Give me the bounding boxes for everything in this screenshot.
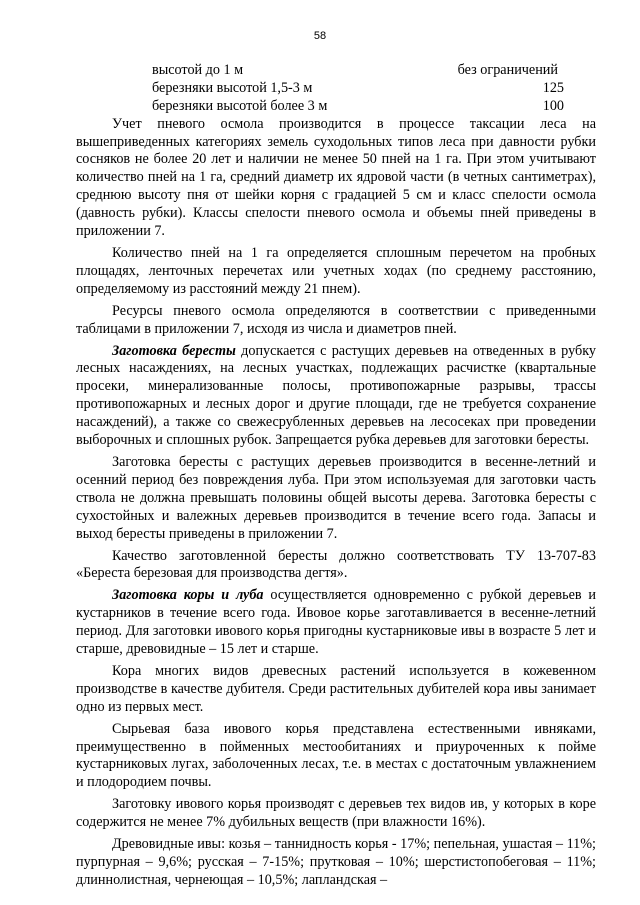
row-label: высотой до 1 м bbox=[152, 62, 244, 78]
row-label: березняки высотой более 3 м bbox=[152, 97, 328, 114]
paragraph: Заготовка коры и луба осуществляется одновременно с рубкой деревьев и кустарников в течение всего года. Ивовое корье заготавливается в весенне-летний период. Для заготовки ивового корья пригодны кустарниковые ивы в возрасте 5 лет и старше, древовидные – 15 лет и старше. bbox=[76, 587, 597, 658]
paragraph: Учет пневого осмола производится в процессе таксации леса на вышеприведенных категориях земель суходольных типов леса при давности рубки сосняков не более 20 лет и наличии не менее 50 пней на 1 га. При этом учитывают количество пней на 1 га, средний диаметр их ядровой части (в четных сантиметрах), среднюю высоту пня от шейки корня с градацией 5 см и класс спелости осмола (давность рубки). Классы спелости пневого осмола и объемы пней приведены в приложении 7. bbox=[76, 115, 596, 240]
table-row bbox=[76, 80, 596, 98]
paragraph: Заготовка бересты допускается с растущих деревьев на отведенных в рубку лесных насаждениях, на лесных участках, подлежащих расчистке (квартальные просеки, минерализованные полосы, противопожарные разрывы, трассы противопожарных и лесных дорог и другие площади, где не требуется сохранение насаждений), а также со свежесрубленных деревьев на лесосеках при проведении выборочных и сплошных рубок. Запрещается рубка деревьев для заготовки бересты. bbox=[76, 342, 596, 449]
paragraph: Качество заготовленной бересты должно соответствовать ТУ 13-707-83 «Береста березовая для производства дегтя». bbox=[76, 547, 596, 582]
paragraph: Заготовка бересты с растущих деревьев производится в весенне-летний и осенний период без повреждения луба. При этом используемая для заготовки часть ствола не должна превышать половины общей высоты дерева. Заготовка бересты с сухостойных и валежных деревьев производится в течение всего года. Запасы и выход бересты приведены в приложении 7. bbox=[76, 453, 596, 542]
paragraph: Количество пней на 1 га определяется сплошным перечетом на пробных площадях, ленточных перечетах или учетных ходах (по среднему расстоянию, определяемому из расстояний между 21 пнем). bbox=[76, 245, 596, 297]
page-number: 58 bbox=[313, 30, 327, 42]
document-body bbox=[76, 62, 596, 894]
row-value: 125 bbox=[542, 79, 564, 96]
section-heading: Заготовка бересты bbox=[112, 342, 236, 359]
paragraph: Сырьевая база ивового корья представлена естественными ивняками, преимущественно в пойменных местообитаниях и приуроченных к пойме кустарниковых лугах, заболоченных лесах, т.е. в местах с достаточным увлажнением и плодородием почвы. bbox=[76, 720, 596, 791]
table-row bbox=[76, 98, 596, 116]
paragraph: Заготовку ивового корья производят с деревьев тех видов ив, у которых в коре содержится не менее 7% дубильных веществ (при влажности 16%). bbox=[76, 796, 596, 831]
row-value: 100 bbox=[542, 97, 564, 114]
paragraph: Кора многих видов древесных растений используется в кожевенном производстве в качестве дубителя. Среди растительных дубителей кора ивы занимает одно из первых мест. bbox=[76, 662, 596, 715]
table-row bbox=[76, 62, 596, 80]
row-value: без ограничений bbox=[457, 62, 558, 78]
row-label: березняки высотой 1,5-3 м bbox=[152, 79, 313, 96]
paragraph: Ресурсы пневого осмола определяются в соответствии с приведенными таблицами в приложении 7, исходя из числа и диаметров пней. bbox=[76, 302, 596, 337]
section-heading: Заготовка коры и луба bbox=[112, 587, 264, 604]
paragraph: Древовидные ивы: козья – таннидность корья - 17%; пепельная, ушастая – 11%; пурпурная – 9,6%; русская – 7-15%; прутковая – 10%; шерстистопобеговая – 11%; длиннолистная, чернеющая – 10,5%; лапландская – bbox=[76, 836, 596, 888]
